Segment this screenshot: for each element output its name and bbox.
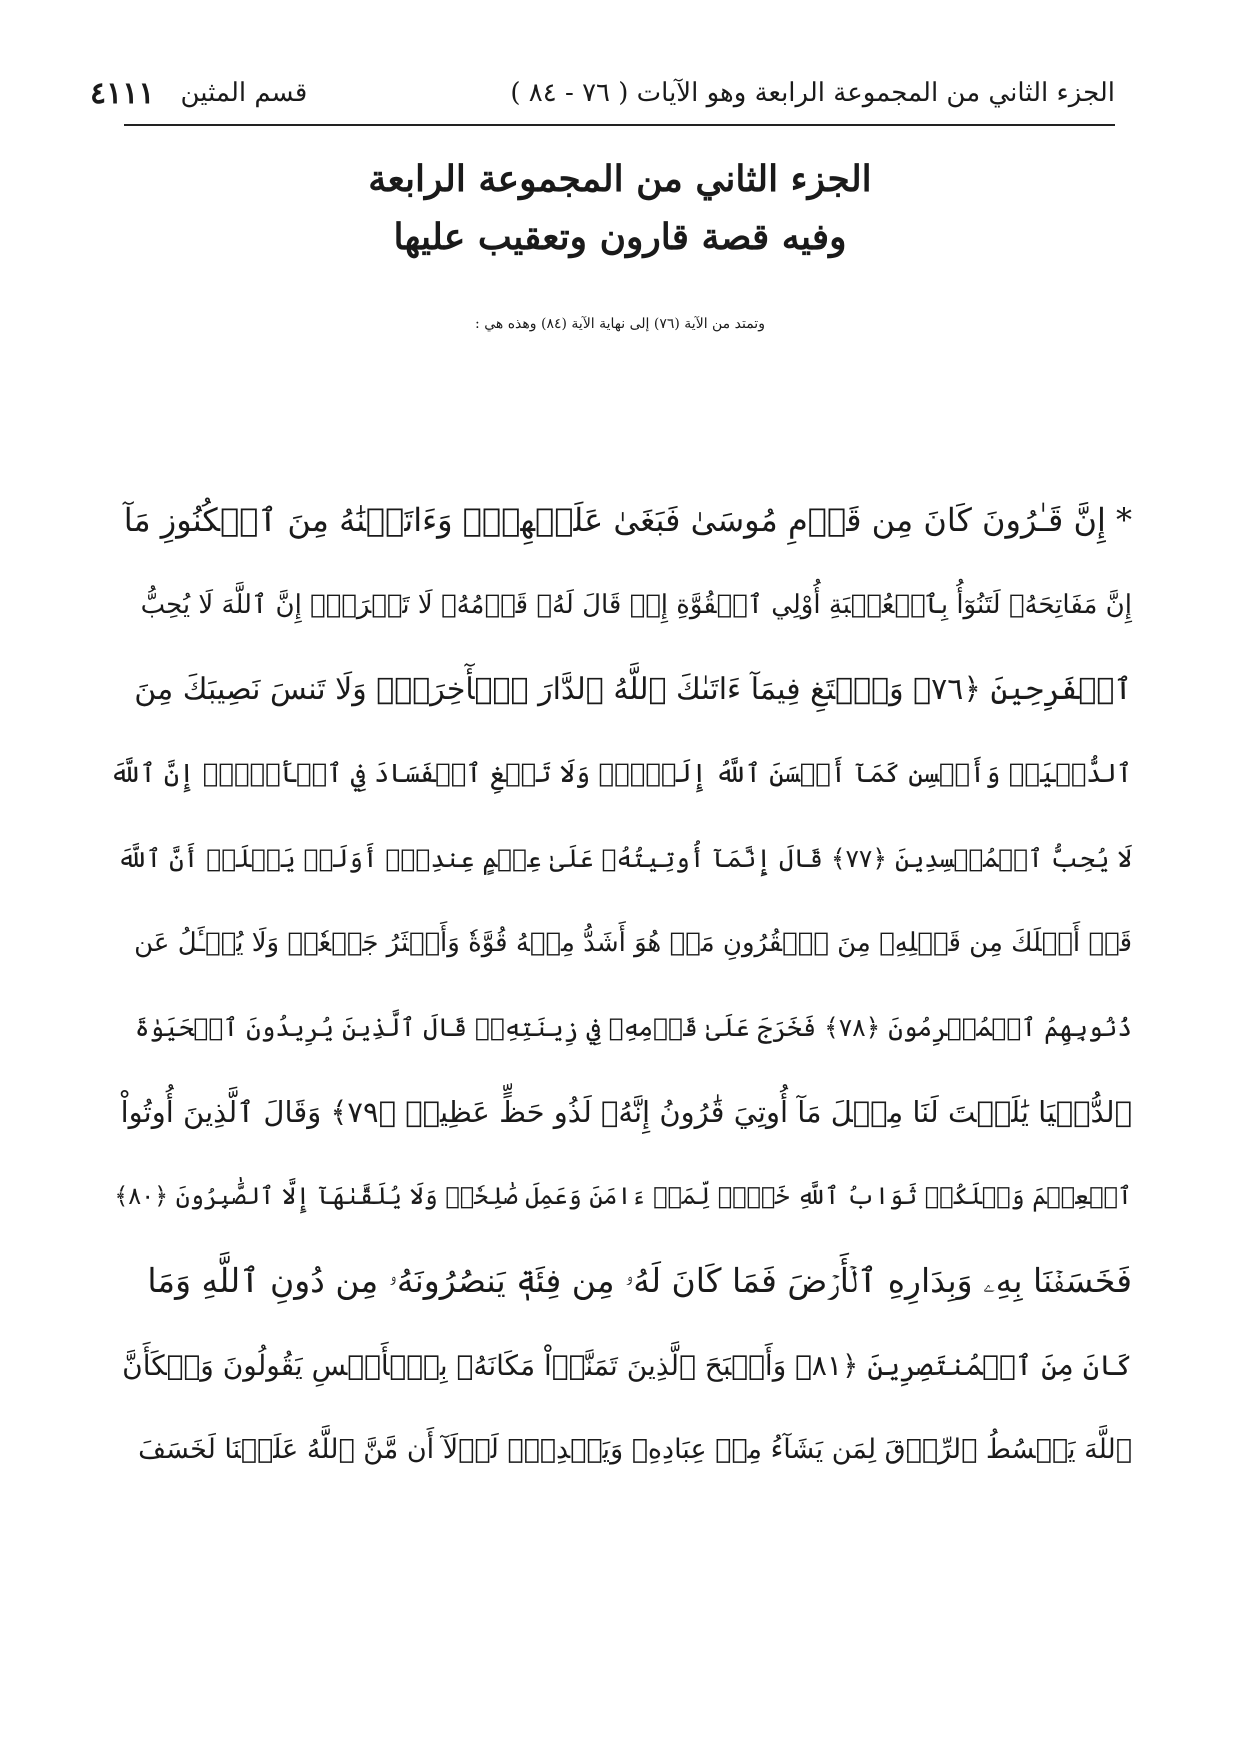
- section-heading-line-2: وفيه قصة قارون وتعقيب عليها: [393, 216, 847, 258]
- verse-block: [108, 478, 1132, 1492]
- verse-line: ٱلدُّنۡيَاۖ وَأَحۡسِن كَمَآ أَحۡسَنَ ٱللَّهُ إِلَيۡكَۖ وَلَا تَبۡغِ ٱلۡفَسَادَ فِي ٱلۡأَرۡضِۖ إِنَّ ٱللَّهَ: [109, 758, 1132, 789]
- section-heading: [0, 150, 1240, 266]
- running-header-right: [90, 76, 307, 111]
- running-header: [90, 70, 1115, 116]
- intro-text: وتمتد من الآية (٧٦) إلى نهاية الآية (٨٤) وهذه هي :: [475, 316, 765, 332]
- verse-line: لَا يُحِبُّ ٱلۡمُفۡسِدِينَ ﴿٧٧﴾ قَالَ إِنَّمَآ أُوتِيتُهُۥ عَلَىٰ عِلۡمٍ عِندِيٓۚ أَوَلَمۡ يَعۡلَمۡ أَنَّ ٱللَّهَ: [117, 843, 1132, 873]
- page-number: ٤١١١: [90, 75, 155, 111]
- verse-line: * إِنَّ قَـٰرُونَ كَانَ مِن قَوۡمِ مُوسَىٰ فَبَغَىٰ عَلَيۡهِمۡۖ وَءَاتَيۡنَٰهُ مِنَ ٱلۡكُنُوزِ مَآ: [123, 501, 1132, 540]
- verse-line: إِنَّ مَفَاتِحَهُۥ لَتَنُوٓأُ بِٱلۡعُصۡبَةِ أُوْلِي ٱلۡقُوَّةِ إِذۡ قَالَ لَهُۥ قَوۡمُهُۥ لَا تَفۡرَحۡۖ إِنَّ ٱللَّهَ لَا يُحِبُّ: [140, 589, 1132, 620]
- verse-line: ٱلۡفَرِحِينَ ﴿٧٦﴾ وَٱبۡتَغِ فِيمَآ ءَاتَىٰكَ ٱللَّهُ ٱلدَّارَ ٱلۡأٓخِرَةَۖ وَلَا تَنسَ نَصِيبَكَ مِنَ: [134, 671, 1132, 707]
- book-title: قسم المثين: [180, 78, 308, 108]
- verse-line: ٱلدُّنۡيَا يَٰلَيۡتَ لَنَا مِثۡلَ مَآ أُوتِيَ قَٰرُونُ إِنَّهُۥ لَذُو حَظٍّ عَظِيمٖ ﴿٧٩﴾ وَقَالَ ٱلَّذِينَ أُوتُواْ: [120, 1094, 1132, 1129]
- verse-line: فَخَسَفۡنَا بِهِۦ وَبِدَارِهِ ٱلۡأَرۡضَ فَمَا كَانَ لَهُۥ مِن فِئَةٖ يَنصُرُونَهُۥ مِن دُونِ ٱللَّهِ وَمَا: [147, 1260, 1132, 1300]
- verse-line: ٱللَّهَ يَبۡسُطُ ٱلرِّزۡقَ لِمَن يَشَآءُ مِنۡ عِبَادِهِۦ وَيَقۡدِرُۖ لَوۡلَآ أَن مَّنَّ ٱللَّهُ عَلَيۡنَا لَخَسَفَ: [138, 1434, 1132, 1466]
- verse-line: قَدۡ أَهۡلَكَ مِن قَبۡلِهِۦ مِنَ ٱلۡقُرُونِ مَنۡ هُوَ أَشَدُّ مِنۡهُ قُوَّةٗ وَأَكۡثَرُ جَمۡعٗاۚ وَلَا يُسۡـَٔلُ عَن: [134, 927, 1132, 958]
- verse-line: ٱلۡعِلۡمَ وَيۡلَكُمۡ ثَوَابُ ٱللَّهِ خَيۡرٞ لِّمَنۡ ءَامَنَ وَعَمِلَ صَٰلِحٗاۚ وَلَا يُلَقَّىٰهَآ إِلَّا ٱلصَّٰبِرُونَ ﴿٨٠﴾: [114, 1182, 1132, 1211]
- section-heading-line-1: الجزء الثاني من المجموعة الرابعة: [368, 158, 872, 200]
- verse-line: كَانَ مِنَ ٱلۡمُنتَصِرِينَ ﴿٨١﴾ وَأَصۡبَحَ ٱلَّذِينَ تَمَنَّوۡاْ مَكَانَهُۥ بِٱلۡأَمۡسِ يَقُولُونَ وَيۡكَأَنَّ: [122, 1348, 1132, 1382]
- verse-line: ذُنُوبِهِمُ ٱلۡمُجۡرِمُونَ ﴿٧٨﴾ فَخَرَجَ عَلَىٰ قَوۡمِهِۦ فِي زِينَتِهِۦۖ قَالَ ٱلَّذِينَ يُرِيدُونَ ٱلۡحَيَوٰةَ: [134, 1012, 1132, 1042]
- header-rule: [124, 124, 1115, 126]
- running-title: الجزء الثاني من المجموعة الرابعة وهو الآيات ( ٧٦ - ٨٤ ): [510, 78, 1115, 108]
